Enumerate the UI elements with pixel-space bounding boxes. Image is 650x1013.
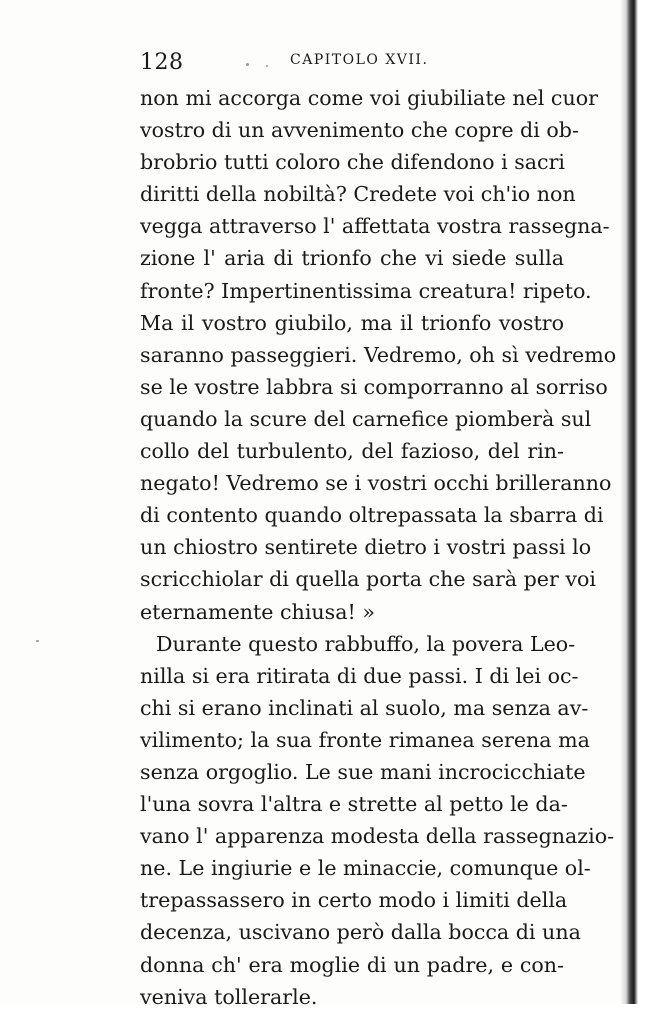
text-line: negato! Vedremo se i vostri occhi brilleranno [140,471,612,496]
text-line: donna ch' era moglie di un padre, e con- [140,952,564,977]
text-line: vegga attraverso l' affettata vostra rassegna- [140,214,610,239]
text-line: scricchiolar di quella porta che sarà per voi [140,567,596,592]
text-line: non mi accorga come voi giubiliate nel cuor [140,86,598,110]
text-line: nilla si era ritirata di due passi. I di lei oc- [140,663,579,688]
chapter-title: CAPITOLO XVII. [290,52,429,68]
text-line: vostro di un avvenimento che copre di ob- [140,118,579,143]
text-line: zione l' aria di trionfo che vi siede sulla [140,246,564,271]
text-line: vilimento; la sua fronte rimanea serena ma [140,727,590,752]
page-header [140,50,560,80]
paragraph-start-line: Durante questo rabbuffo, la povera Leo- [156,631,576,656]
text-line: vano l' apparenza modesta della rassegnazio- [140,824,615,849]
text-line: fronte? Impertinentissima creatura! ripeto. [140,278,592,303]
text-line: trepassassero in certo modo i limiti della [140,888,568,913]
text-line: eternamente chiusa! » [140,599,375,624]
text-line: saranno passeggieri. Vedremo, oh sì vedremo [140,342,617,367]
text-line: diritti della nobiltà? Credete voi ch'io non [140,182,576,207]
text-line: ne. Le ingiurie e le minaccie, comunque ol- [140,856,591,881]
text-line: un chiostro sentirete dietro i vostri passi lo [140,535,592,560]
text-line: Ma il vostro giubilo, ma il trionfo vostro [140,310,564,335]
text-line: brobrio tutti coloro che difendono i sacri [140,150,566,175]
page-number: 128 [140,50,184,75]
text-line: di contento quando oltrepassata la sbarra di [140,503,604,528]
text-line: l'una sovra l'altra e strette al petto le da- [140,792,568,817]
text-line: quando la scure del carnefice piomberà sul [140,406,592,431]
ink-speck [246,63,249,66]
text-line: chi si erano inclinati al suolo, ma senza av- [140,695,589,720]
text-line: veniva tollerarle. [140,984,318,1009]
binding-edge [620,0,650,1004]
text-line: collo del turbulento, del fazioso, del rin- [140,439,564,464]
body-text [140,82,617,1013]
text-line: se le vostre labbra si comporranno al sorriso [140,374,608,399]
ink-speck [266,65,268,67]
text-line: decenza, uscivano però dalla bocca di una [140,920,581,945]
ink-speck [36,640,39,642]
text-line: senza orgoglio. Le sue mani incrocicchiate [140,759,586,784]
